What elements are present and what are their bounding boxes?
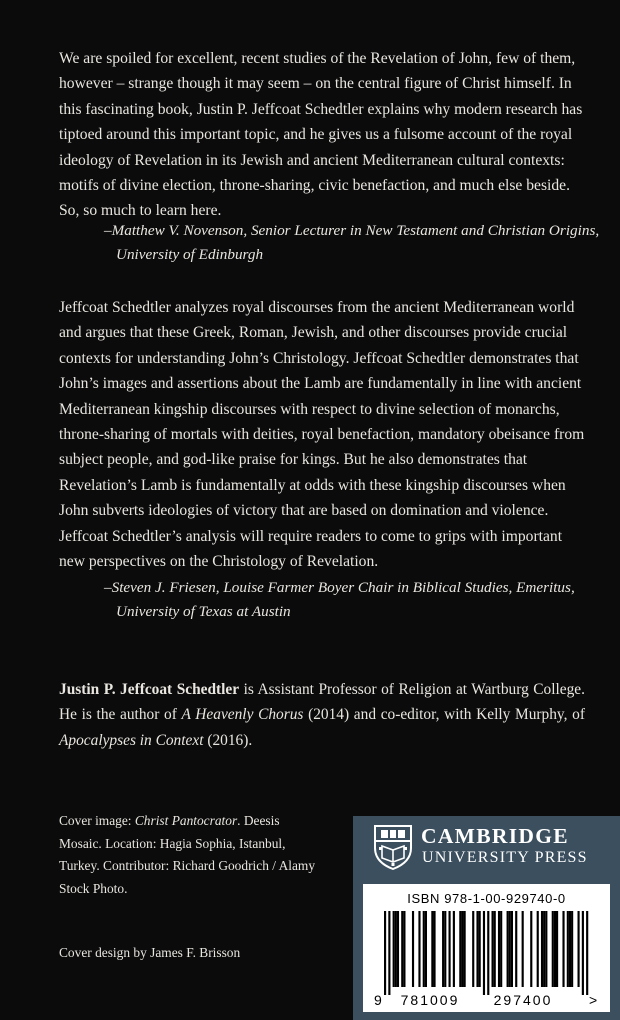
review-1-text: We are spoiled for excellent, recent studies of the Revelation of John, few of them, however – strange though it may seem – on the central figure of Christ himself. In this fascinating book, Justin P. Jeffcoat Schedtler explains why modern research has tiptoed around this important topic, and he gives us a fulsome account of the royal ideology of Revelation in its Jewish and ancient Mediterranean cultural contexts: motifs of divine election, throne-sharing, civic benefaction, and much else beside. So, so much to learn here. <box>59 50 583 220</box>
barcode-bar <box>569 911 571 987</box>
cover-design-credit: Cover design by James F. Brisson <box>59 945 241 960</box>
barcode-bar <box>578 911 580 987</box>
barcode-bar <box>412 911 414 987</box>
barcode-bar <box>498 911 500 987</box>
barcode-bar <box>487 911 489 995</box>
barcode-bar <box>586 911 588 995</box>
barcode-bar <box>492 911 494 987</box>
barcode-bar <box>423 911 425 987</box>
barcode-bar <box>509 911 511 987</box>
barcode-bar <box>479 911 481 987</box>
barcode-bar <box>554 911 556 987</box>
barcode-bar <box>431 911 433 987</box>
barcode-bar <box>453 911 455 987</box>
barcode-bar <box>500 911 502 987</box>
barcode-bar <box>442 911 444 987</box>
bio-text-2: (2014) and co-editor, with Kelly Murphy, of <box>303 706 585 724</box>
barcode-bar <box>515 911 517 987</box>
review-2-text: Jeffcoat Schedtler analyzes royal discourses from the ancient Mediterranean world and argues that these Greek, Roman, Jewish, and other discourses provide crucial contexts for understanding John’s Christology. Jeffcoat Schedtler demonstrates that John’s images and assertions about the Lamb are fundamentally in line with ancient Mediterranean kingship discourses with respect to divine selection of monarchs, throne-sharing of mortals with deities, royal benefaction, mandatory obeisance from subject people, and god-like praise for kings. But he also demonstrates that Revelation’s Lamb is fundamentally at odds with these kingship discourses when John subverts ideologies of victory that are based on domination and violence. Jeffcoat Schedtler’s analysis will require readers to come to grips with important new perspectives on the Christology of Revelation. <box>59 299 585 571</box>
barcode-left-digits: 781009 <box>400 992 460 1008</box>
barcode-bar <box>562 911 564 987</box>
publisher-subtitle: UNIVERSITY PRESS <box>422 849 588 866</box>
isbn-barcode <box>363 884 610 1012</box>
barcode-bar <box>461 911 463 987</box>
barcode-bar <box>537 911 539 987</box>
barcode-bar <box>543 911 545 987</box>
barcode-end-mark: > <box>589 992 598 1008</box>
barcode-bar <box>444 911 446 987</box>
barcode-bar <box>449 911 451 987</box>
cover-image-credit <box>59 810 319 900</box>
review-1-attribution: –Matthew V. Novenson, Senior Lecturer in New Testament and Christian Origins, University of Edinburgh <box>104 222 600 263</box>
cover-credit-label: Cover image: <box>59 813 135 828</box>
author-bio <box>59 677 585 753</box>
barcode-bar <box>433 911 435 987</box>
cover-credit-title: Christ Pantocrator <box>134 813 238 828</box>
barcode-bar <box>552 911 554 987</box>
barcode-bar <box>418 911 420 987</box>
publisher-block <box>353 816 620 1020</box>
barcode-bar <box>388 911 390 995</box>
barcode-bar <box>459 911 461 987</box>
barcode-bar <box>403 911 405 987</box>
barcode-right-digits: 297400 <box>493 992 553 1008</box>
barcode-bar <box>397 911 399 987</box>
book-title-2: Apocalypses in Context <box>59 731 204 749</box>
barcode-bar <box>472 911 474 987</box>
barcode-bar <box>507 911 509 987</box>
barcode-bar <box>425 911 427 987</box>
review-2-attribution: –Steven J. Friesen, Louise Farmer Boyer Chair in Biblical Studies, Emeritus, University of Texas at Austin <box>104 579 575 620</box>
barcode-bars <box>384 911 588 995</box>
bio-text-1: is Assistant Professor of Religion at Wartburg College. He is the author of <box>59 681 585 724</box>
barcode-bar <box>545 911 547 987</box>
barcode-bar <box>476 911 478 987</box>
barcode-bar <box>582 911 584 995</box>
cambridge-shield-icon <box>373 824 413 870</box>
barcode-bar <box>556 911 558 987</box>
bio-text-3: (2016). <box>203 731 253 749</box>
barcode-bar <box>395 911 397 987</box>
barcode-bar <box>522 911 524 987</box>
barcode-bar <box>393 911 395 987</box>
barcode-bar <box>464 911 466 987</box>
barcode-bar <box>541 911 543 987</box>
cover-credit-rest: . Deesis Mosaic. Location: Hagia Sophia, Istanbul, Turkey. Contributor: Richard Goodrich / Alamy Stock Photo. <box>59 813 316 896</box>
barcode-first-digit: 9 <box>374 992 382 1008</box>
barcode-bar <box>511 911 513 987</box>
barcode-graphic <box>363 884 610 1012</box>
barcode-bar <box>483 911 485 995</box>
barcode-bar <box>494 911 496 987</box>
author-name: Justin P. Jeffcoat Schedtler <box>59 681 240 698</box>
barcode-bar <box>567 911 569 987</box>
publisher-name: CAMBRIDGE <box>421 824 569 848</box>
barcode-bar <box>571 911 573 987</box>
book-title-1: A Heavenly Chorus <box>181 706 304 724</box>
barcode-bar <box>384 911 386 995</box>
barcode-bar <box>530 911 532 987</box>
barcode-bar <box>401 911 403 987</box>
isbn-text: ISBN 978-1-00-929740-0 <box>407 891 566 906</box>
